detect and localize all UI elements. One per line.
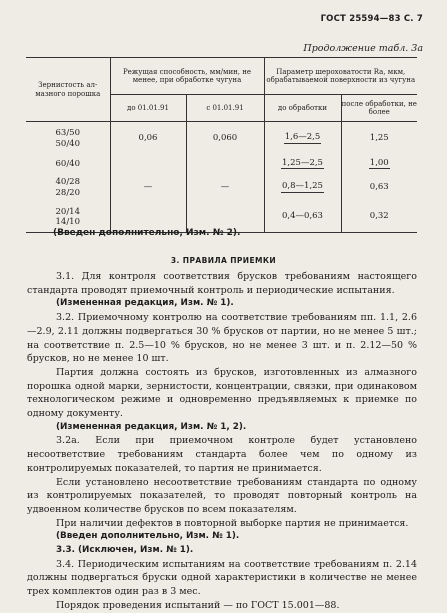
edit-note: (Измененная редакция, Изм. № 1, 2). xyxy=(56,421,247,432)
table-cell: 1,6—2,5 xyxy=(264,122,341,156)
page-header: ГОСТ 25594—83 С. 7 xyxy=(320,14,423,24)
table-cell: 0,63 xyxy=(341,173,417,203)
table-cell: 60/40 xyxy=(55,158,80,169)
table-cell xyxy=(186,156,264,173)
paragraph-3-3: 3.3. (Исключен, Изм. № 1). xyxy=(56,545,194,556)
paragraph-3-2a-third: При наличии дефектов в повторной выборке партия не принимается. xyxy=(56,517,409,529)
paragraph-3-4: 3.4. Периодическим испытаниям на соответствие требованиям п. 2.14 должны подвергаться бруски одной характеристики в количестве не менее трех комплектов один раз в 3 мес. xyxy=(27,558,417,598)
table-cell: — xyxy=(110,173,186,203)
paragraph-3-2-batch: Партия должна состоять из брусков, изготовленных из алмазного порошка одной марки, зернистости, концентрации, связки, при одинаковом технологическом режиме и одновременно предъявляемых к приемке по одному документу. xyxy=(27,366,417,420)
edit-note: (Измененная редакция, Изм. № 1). xyxy=(56,298,234,309)
table-cell: 1,00 xyxy=(341,156,417,173)
table-cell: 20/14 14/10 xyxy=(26,203,110,233)
section-title: 3. ПРАВИЛА ПРИЕМКИ xyxy=(170,256,277,265)
section-3-text xyxy=(27,270,417,613)
table-cell: 0,060 xyxy=(186,122,264,156)
amendment-note: (Введен дополнительно, Изм. № 2). xyxy=(53,228,241,238)
table-continuation-label: Продолжение табл. 3а xyxy=(303,43,423,54)
subheader-rough-after: после обработки, не более xyxy=(341,95,417,122)
table-cell: 0,4—0,63 xyxy=(264,203,341,233)
table-cell: 0,06 xyxy=(110,122,186,156)
table-cell: 1,25 xyxy=(341,122,417,156)
table-cell: 40/28 28/20 xyxy=(55,176,80,198)
paragraph-3-2a: 3.2а. Если при приемочном контроле будет установлено несоответствие требованиям стандарта более чем по одному из контролируемых показателей, то партия не принимается. xyxy=(27,435,417,474)
table-cell: — xyxy=(186,173,264,203)
paragraph-3-2a-second: Если установлено несоответствие требованиям стандарта по одному из контролируемых показателей, то проводят повторный контроль на удвоенном количестве брусков по всем показателям. xyxy=(27,476,417,515)
header-roughness: Параметр шероховатости Ra, мкм, обрабатываемой поверхности из чугуна xyxy=(264,58,417,95)
paragraph-3-1: 3.1. Для контроля соответствия брусков требованиям настоящего стандарта проводят приемочный контроль и периодические испытания. xyxy=(27,271,417,296)
subheader-cut-before: до 01.01.91 xyxy=(110,95,186,122)
table-cell: 63/50 50/40 xyxy=(55,128,80,149)
table-cell xyxy=(110,156,186,173)
table-cell: 0,32 xyxy=(341,203,417,233)
header-cutting: Режущая способность, мм/мин, не менее, при обработке чугуна xyxy=(110,58,264,95)
table-cell: 1,25—2,5 xyxy=(264,156,341,173)
table-cell: 0,8—1,25 xyxy=(264,173,341,203)
properties-table xyxy=(26,57,417,233)
header-grain: Зернистость ал-мазного порошка xyxy=(26,58,110,122)
amendment-note: (Введен дополнительно, Изм. № 1). xyxy=(56,531,240,542)
subheader-cut-after: с 01.01.91 xyxy=(186,95,264,122)
paragraph-3-4-procedure: Порядок проведения испытаний — по ГОСТ 15.001—88. xyxy=(56,599,340,611)
subheader-rough-before: до обработки xyxy=(264,95,341,122)
paragraph-3-2: 3.2. Приемочному контролю на соответствие требованиям пп. 1.1, 2.6—2.9, 2.11 должны подвергаться 30 % брусков от партии, но не менее 5 шт.; на соответствие п. 2.5—10 % брусков, но не менее 3 шт. и п. 2.12—50 % брусков, но не менее 10 шт. xyxy=(27,312,417,365)
